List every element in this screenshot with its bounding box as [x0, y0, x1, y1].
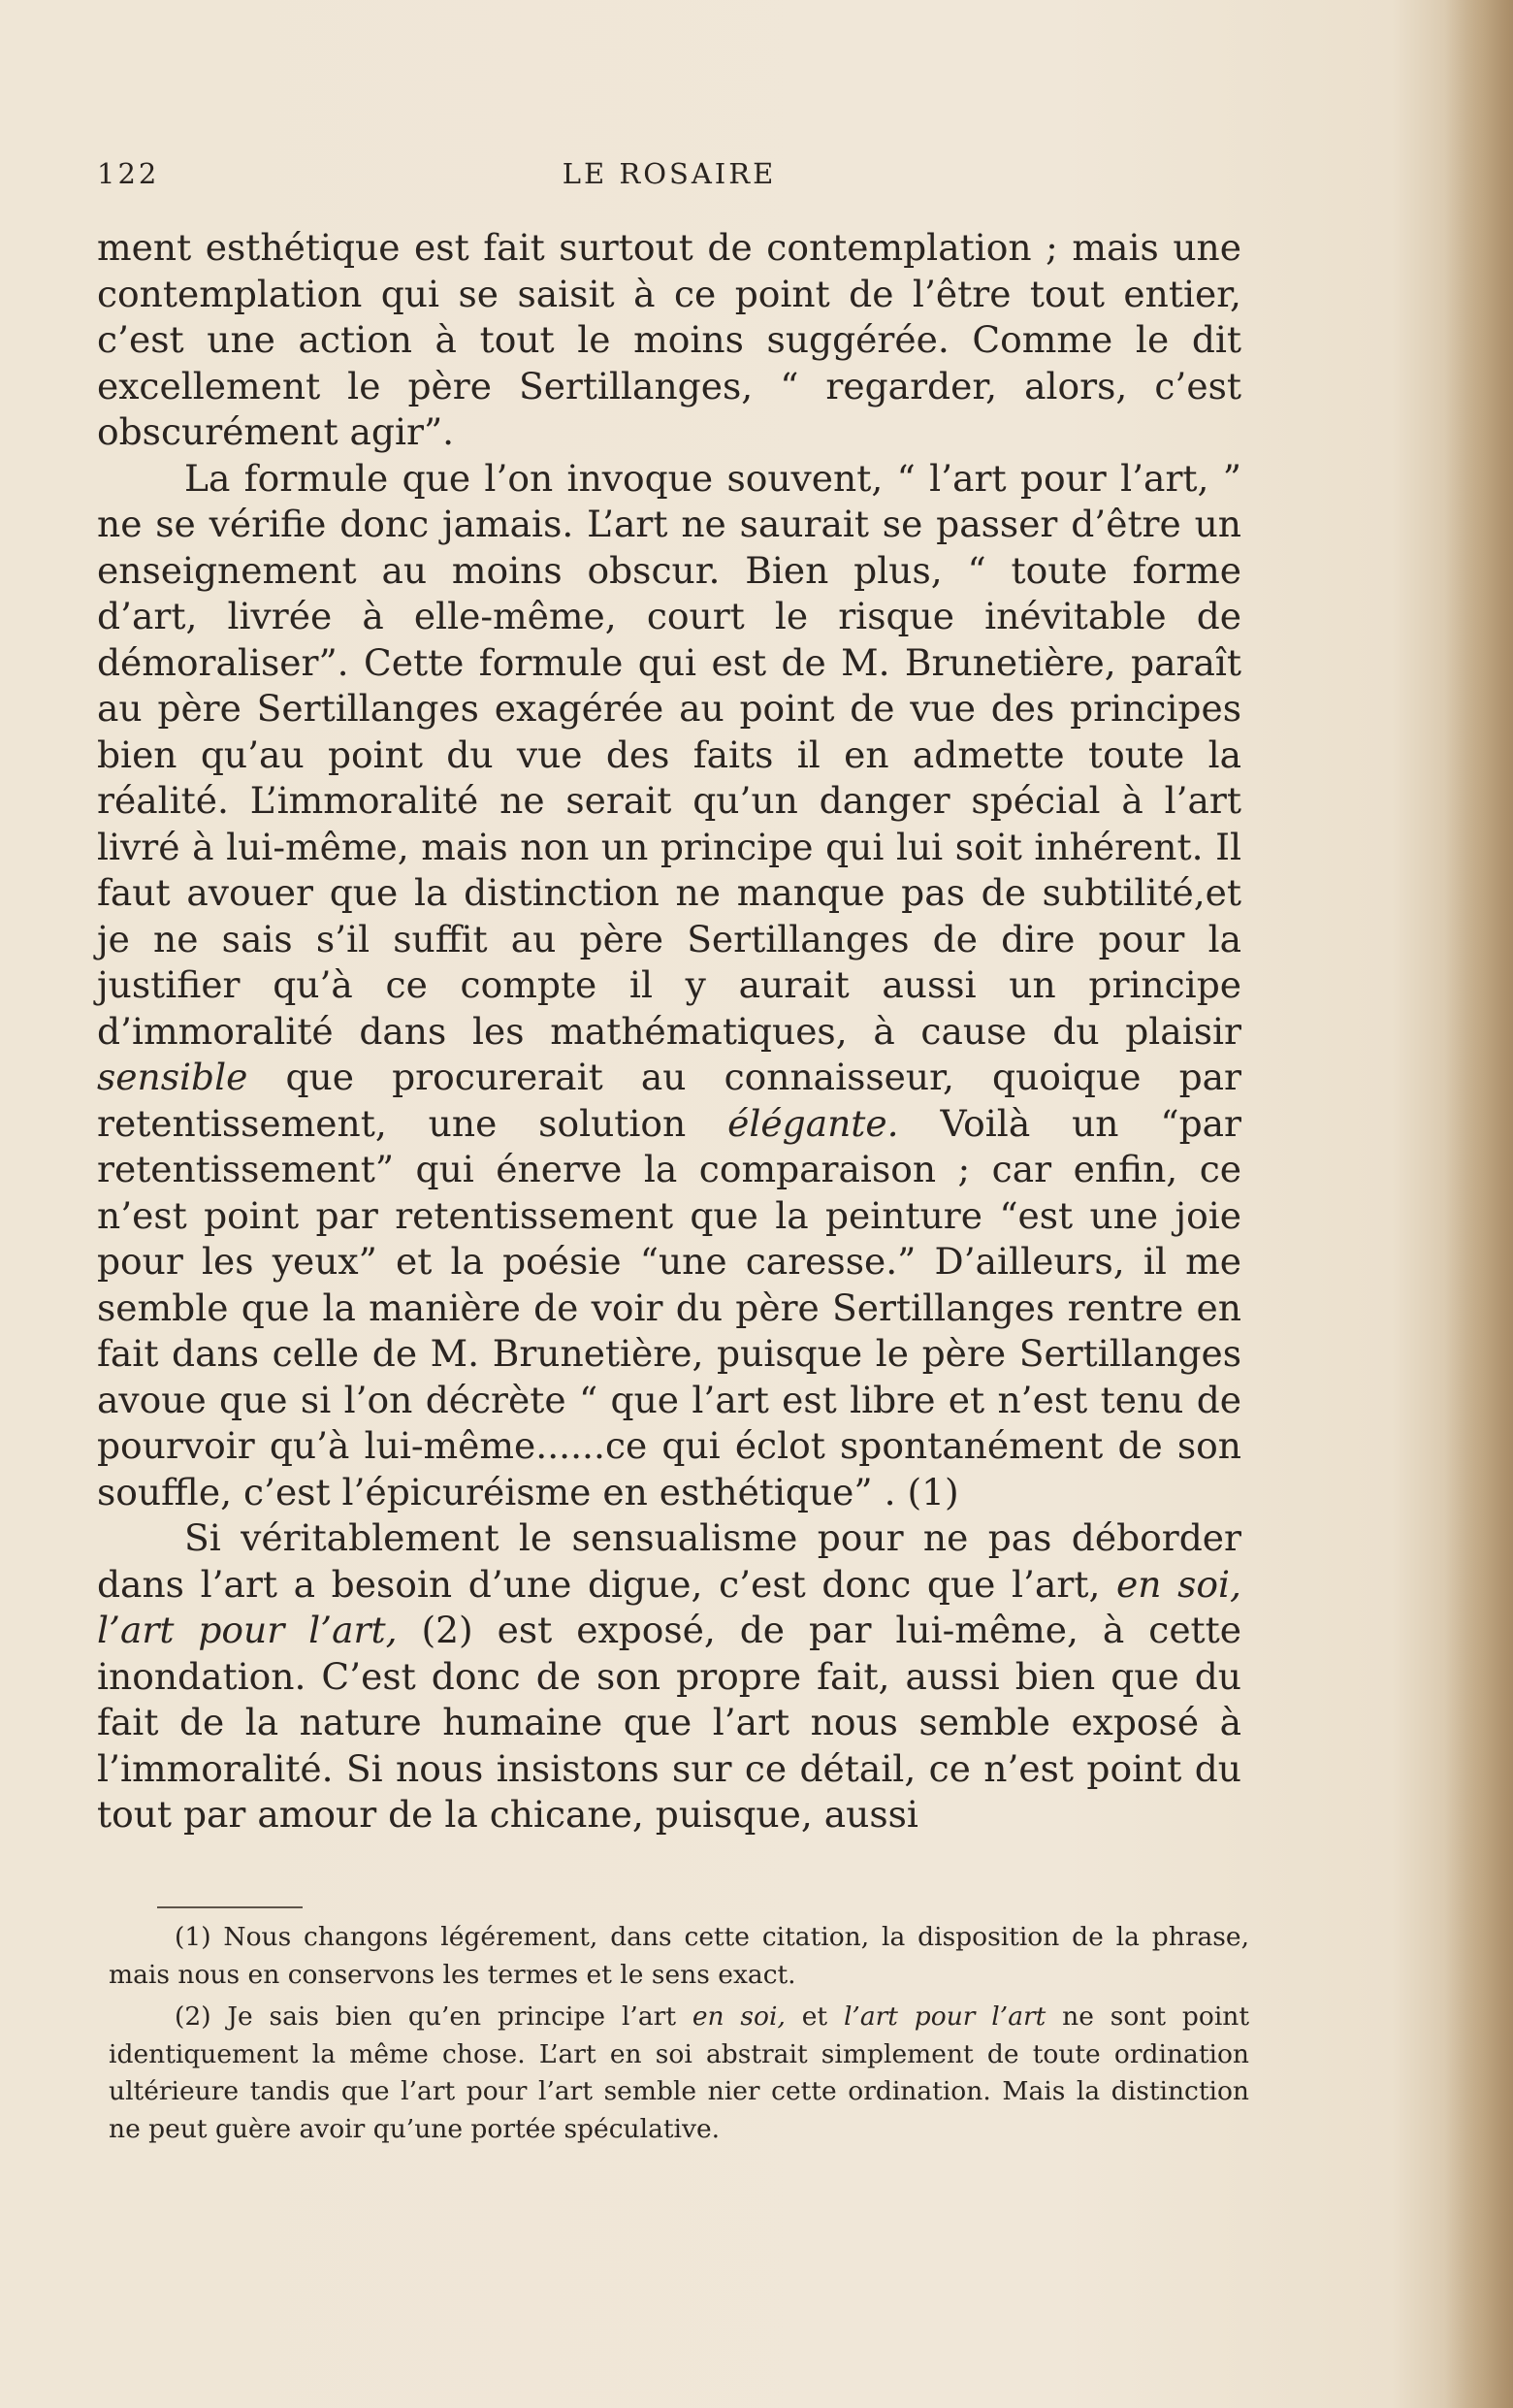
page-edge-shadow	[1445, 0, 1513, 2408]
body-text	[97, 225, 1241, 1839]
text-run: ment esthétique est fait surtout de contemplation ; mais une contemplation qui se saisit à ce point de l’être tout entier, c’est une action à tout le moins suggérée. Comme le dit excellement le père Sertillanges, “ regarder, alors, c’est obscurément agir”.	[97, 226, 1241, 453]
italic-text: élégante.	[727, 1101, 899, 1145]
paragraph	[97, 1515, 1241, 1839]
italic-text: en soi, l’art pour l’art,	[97, 1562, 1241, 1651]
text-run: (1) Nous changons légérement, dans cette citation, la disposition de la phrase, mais nous en conservons les termes et le sens exact.	[109, 1922, 1249, 1990]
text-run: (2) Je sais bien qu’en principe l’art	[175, 2001, 692, 2032]
text-run: La formule que l’on invoque souvent, “ l’art pour l’art, ” ne se vérifie donc jamais. L’art ne saurait se passer d’être un enseignement au moins obscur. Bien plus, “ toute forme d’art, livrée à elle-même, court le risque inévitable de démoraliser”. Cette formule qui est de M. Brunetière, paraît au père Sertillanges exagérée au point de vue des principes bien qu’au point du vue des faits il en admette toute la réalité. L’immoralité ne serait qu’un danger spécial à l’art livré à lui-même, mais non un principe qui lui soit inhérent. Il faut avouer que la distinction ne manque pas de subtilité,et je ne sais s’il suffit au père Sertillanges de dire pour la justifier qu’à ce compte il y aurait aussi un principe d’immoralité dans les mathématiques, à cause du plaisir	[97, 456, 1241, 1053]
text-run: Si véritablement le sensualisme pour ne pas déborder dans l’art a besoin d’une digue, c’est donc que l’art,	[97, 1516, 1241, 1606]
paragraph	[97, 225, 1241, 456]
text-run: ne sont point identiquement la même chose. L’art en soi abstrait simplement de toute ordination ultérieure tandis que l’art pour l’art semble nier cette ordination. Mais la distinction ne peut guère avoir qu’une portée spéculative.	[109, 2001, 1250, 2144]
italic-text: sensible	[97, 1056, 248, 1098]
page-number: 122	[97, 157, 160, 190]
text-run: que procurerait au connaisseur, quoique par retentissement, une solution	[97, 1056, 1241, 1145]
text-run: (2) est exposé, de par lui-même, à cette inondation. C’est donc de son propre fait, aussi bien que du fait de la nature humaine que l’art nous semble exposé à l’immoralité. Si nous insistons sur ce détail, ce n’est point du tout par amour de la chicane, puisque, aussi	[97, 1609, 1241, 1836]
page-header	[97, 157, 1241, 196]
text-run: Voilà un “par retentissement” qui énerve la comparaison ; car enfin, ce n’est point par retentissement que la peinture “est une joie pour les yeux” et la poésie “une caresse.” D’ailleurs, il me semble que la manière de voir du père Sertillanges rentre en fait dans celle de M. Brunetière, puisque le père Sertillanges avoue que si l’on décrète “ que l’art est libre et n’est tenu de pourvoir qu’à lui-même......ce qui éclot spontanément de son souffle, c’est l’épicuréisme en esthétique” . (1)	[97, 1101, 1242, 1513]
footnote	[109, 1999, 1249, 2148]
italic-text: l’art pour l’art	[843, 2001, 1046, 2032]
paragraph	[97, 456, 1241, 1516]
footnotes	[109, 1919, 1249, 2148]
italic-text: en soi,	[692, 2001, 786, 2032]
text-run: et	[785, 2001, 844, 2032]
footnote-separator	[157, 1906, 303, 1908]
footnote	[109, 1919, 1249, 1994]
running-head: LE ROSAIRE	[562, 157, 777, 190]
